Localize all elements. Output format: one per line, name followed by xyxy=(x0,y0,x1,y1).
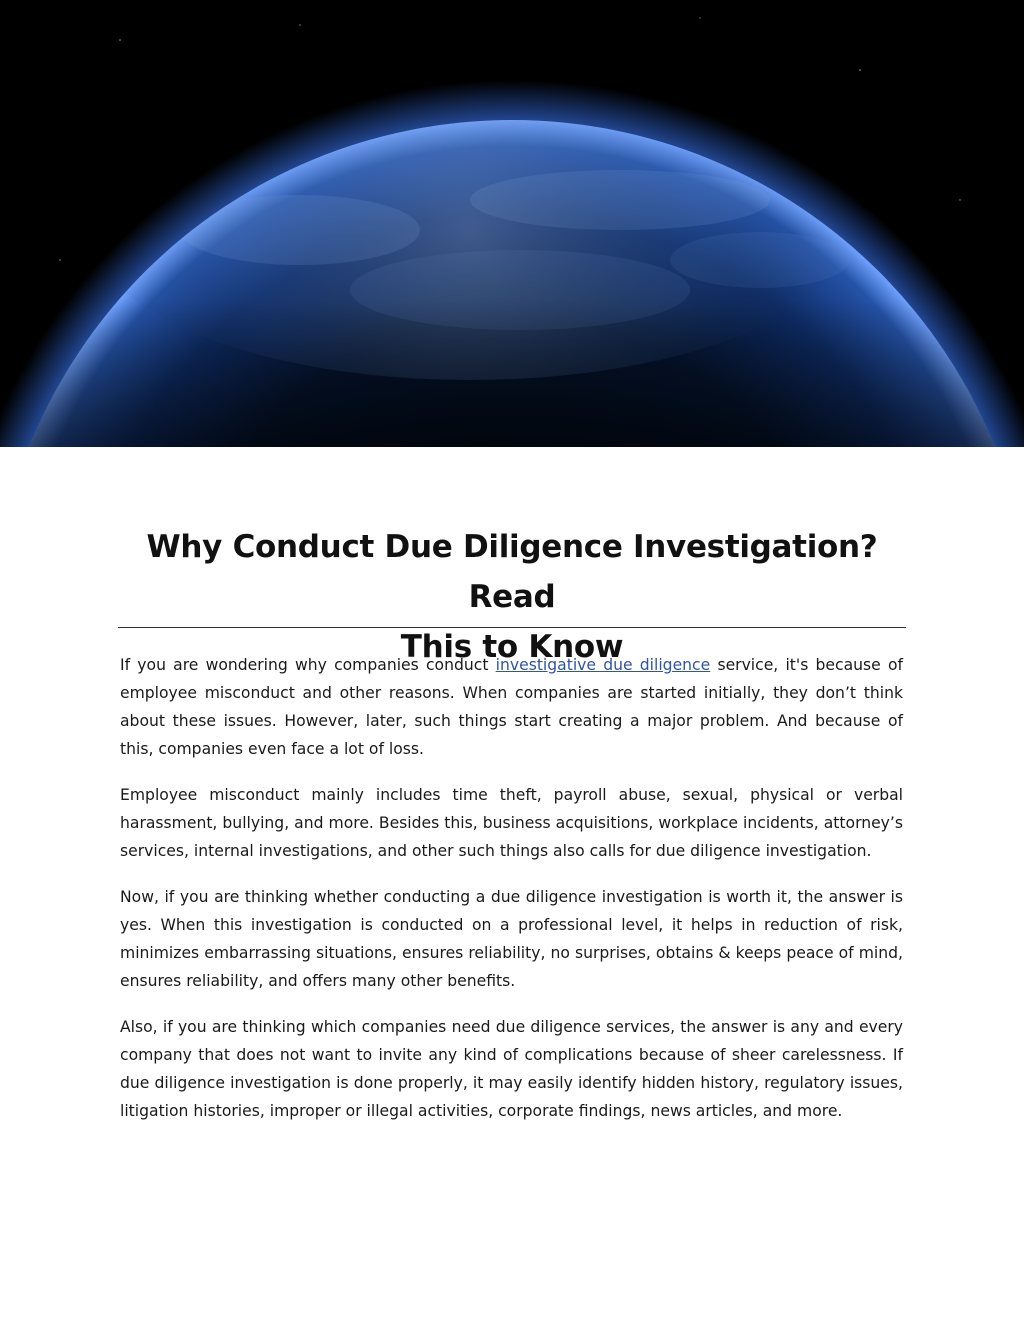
title-line-2: This to Know xyxy=(400,629,624,665)
title-divider xyxy=(118,627,906,628)
paragraph-3: Now, if you are thinking whether conducting a due diligence investigation is worth it, the answer is yes. When this investigation is conducted on a professional level, it helps in reduction of risk, minimizes embarrassing situations, ensures reliability, no surprises, obtains & keeps peace of mind, ensures reliability, and offers many other benefits. xyxy=(120,888,903,990)
hero-earth-image xyxy=(0,0,1024,447)
paragraph-1 xyxy=(120,651,903,763)
article-header xyxy=(118,522,906,672)
paragraph-1-intro: If you are wondering why companies conduct xyxy=(120,656,496,674)
paragraph-4: Also, if you are thinking which companies need due diligence services, the answer is any and every company that does not want to invite any kind of complications because of sheer carelessness. If due diligence investigation is done properly, it may easily identify hidden history, regulatory issues, litigation histories, improper or illegal activities, corporate findings, news articles, and more. xyxy=(120,1018,903,1120)
article-title xyxy=(118,522,906,672)
article-body xyxy=(120,651,903,1143)
title-line-1: Why Conduct Due Diligence Investigation? Read xyxy=(146,529,878,615)
investigative-due-diligence-link[interactable]: investigative due diligence xyxy=(495,656,711,674)
paragraph-1-rest: service, it's because of employee misconduct and other reasons. When companies are started initially, they don’t think about these issues. However, later, such things start creating a major problem. And because of this, companies even face a lot of loss. xyxy=(120,656,904,758)
earth-illustration xyxy=(0,0,1024,447)
paragraph-2: Employee misconduct mainly includes time theft, payroll abuse, sexual, physical or verbal harassment, bullying, and more. Besides this, business acquisitions, workplace incidents, attorney’s services, internal investigations, and other such things also calls for due diligence investigation. xyxy=(120,786,903,860)
